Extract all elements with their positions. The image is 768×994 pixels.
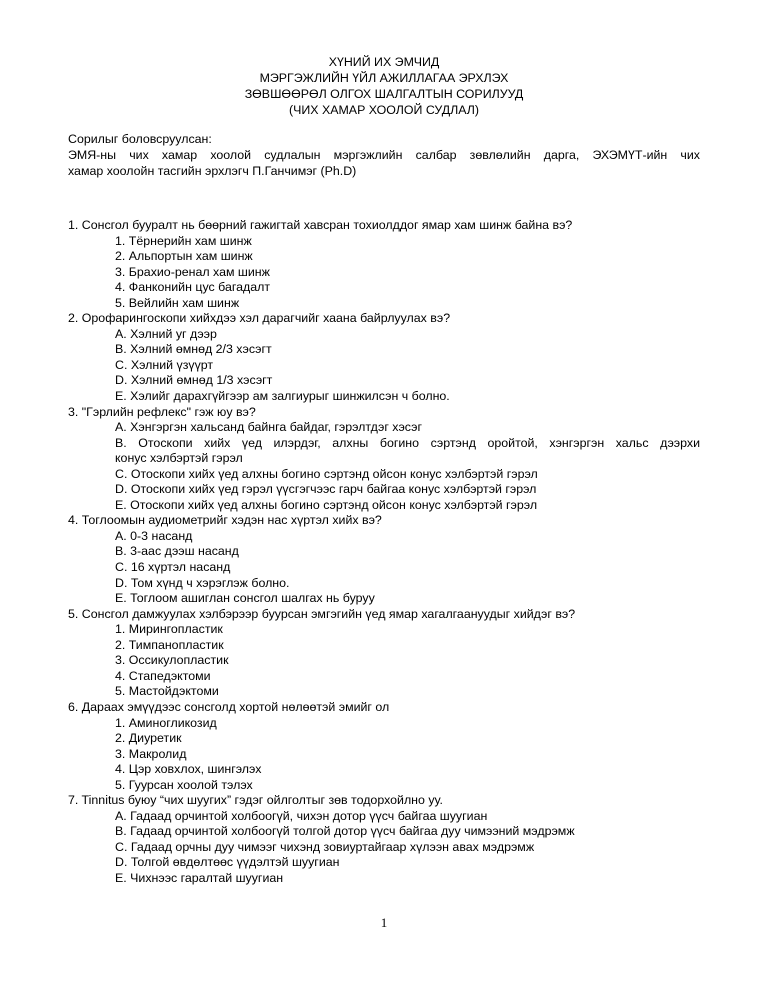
answer-option-line-2: конус хэлбэртэй гэрэл [115,451,243,466]
author-label: Сорилыг боловсруулсан: [68,132,212,146]
answer-option: 5. Гуурсан хоолой тэлэх [115,777,253,792]
author-block [68,131,700,179]
answer-option: 2. Диуретик [115,731,182,746]
answer-option: E. Отоскопи хийх үед алхны богино сэртэнд ойсон конус хэлбэртэй гэрэл [115,497,538,512]
question-text: 3. "Гэрлийн рефлекс" гэж юу вэ? [68,404,256,419]
question-2 [68,311,700,404]
answer-option: A. Хэнгэргэн хальсанд байнга байдаг, гэрэлтдэг хэсэг [115,420,422,435]
question-text: 1. Сонсгол бууралт нь бөөрний гажигтай хавсран тохиолддог ямар хам шинж байна вэ? [68,218,573,232]
question-text: 6. Дараах эмүүдээс сонсголд хортой нөлөөтэй эмийг ол [68,699,390,714]
question-text: 7. Tinnitus буюу “чих шуугих” гэдэг ойлголтыг зөв тодорхойлно уу. [68,793,443,808]
answer-option: 5. Вейлийн хам шинж [115,295,240,310]
question-text: 5. Сонсгол дамжуулах хэлбэрээр буурсан эмгэгийн үед ямар хагалгаануудыг хийдэг вэ? [68,606,576,621]
answer-option: A. 0-3 насанд [115,528,193,543]
answer-option: C. Хэлний үзүүрт [115,357,214,372]
answer-option: B. Гадаад орчинтой холбоогүй толгой дотор үүсч байгаа дуу чимээний мэдрэмж [115,824,575,839]
header-line-4: (ЧИХ ХАМАР ХООЛОЙ СУДЛАЛ) [288,103,480,117]
answer-option: 4. Цэр ховхлох, шингэлэх [115,762,262,777]
answer-option: E. Хэлийг дарахгүйгээр ам залгиурыг шинжилсэн ч болно. [115,389,450,404]
answer-option: C. Отоскопи хийх үед алхны богино сэртэнд ойсон конус хэлбэртэй гэрэл [115,466,538,481]
answer-option: 2. Альпортын хам шинж [115,249,253,264]
answer-option: A. Гадаад орчинтой холбоогүй, чихэн дотор үүсч байгаа шуугиан [115,808,488,823]
answer-option: 4. Фанконийн цус багадалт [115,280,271,295]
answer-option: 3. Оссикулопластик [115,653,229,668]
page-number: 1 [380,915,388,930]
author-line-2: хамар хоолойн тасгийн эрхлэгч П.Ганчимэг (Ph.D) [68,164,357,178]
answer-option: E. Чихнээс гаралтай шуугиан [115,870,284,885]
answer-option: C. Гадаад орчны дуу чимээг чихэнд зовиуртайгаар хүлээн авах мэдрэмж [115,839,535,854]
author-line-1: ЭМЯ-ны чих хамар хоолой судлалын мэргэжлийн салбар зөвлөлийн дарга, ЭХЭМҮТ-ийн чих [68,148,700,162]
answer-option: D. Том хүнд ч хэрэглэж болно. [115,575,290,590]
answer-option: B. Хэлний өмнөд 2/3 хэсэгт [115,342,272,357]
answer-option: C. 16 хүртэл насанд [115,560,231,575]
answer-option: D. Хэлний өмнөд 1/3 хэсэгт [115,373,273,388]
document-header [0,54,768,118]
question-text: 2. Орофарингоскопи хийхдээ хэл дарагчийг хаана байрлуулах вэ? [68,311,451,326]
answer-option: 1. Тёрнерийн хам шинж [115,233,252,248]
answer-option: 1. Мирингопластик [115,622,223,637]
answer-option: D. Отоскопи хийх үед гэрэл үүсгэгчээс гарч байгаа конус хэлбэртэй гэрэл [115,482,537,497]
question-7 [68,793,700,886]
question-6 [68,700,700,793]
answer-option: 3. Макролид [115,746,187,761]
answer-option-line-1: B. Отоскопи хийх үед илэрдэг, алхны богино сэртэнд оройтой, хэнгэргэн хальс дээрхи [115,435,700,450]
answer-option: A. Хэлний уг дээр [115,326,217,341]
answer-option: B. 3-аас дээш насанд [115,544,239,559]
answer-option: 2. Тимпанопластик [115,637,224,652]
answer-option: 3. Брахио-ренал хам шинж [115,264,270,279]
header-line-3: ЗӨВШӨӨРӨЛ ОЛГОХ ШАЛГАЛТЫН СОРИЛУУД [244,87,524,101]
question-5 [68,607,700,700]
answer-option [68,436,700,467]
answer-option: 5. Мастойдэктоми [115,684,219,699]
answer-option: 1. Аминогликозид [115,715,217,730]
question-1 [68,218,700,311]
header-line-2: МЭРГЭЖЛИЙН ҮЙЛ АЖИЛЛАГАА ЭРХЛЭХ [259,71,509,85]
header-line-1: ХҮНИЙ ИХ ЭМЧИД [328,55,440,69]
question-list [68,218,700,887]
answer-option: E. Тоглоом ашиглан сонсгол шалгах нь буруу [115,591,375,606]
question-4 [68,513,700,606]
question-text: 4. Тоглоомын аудиометрийг хэдэн нас хүртэл хийх вэ? [68,513,382,528]
answer-option: 4. Стапедэктоми [115,668,211,683]
question-3 [68,405,700,514]
answer-option: D. Толгой өвдөлтөөс үүдэлтэй шуугиан [115,855,340,870]
